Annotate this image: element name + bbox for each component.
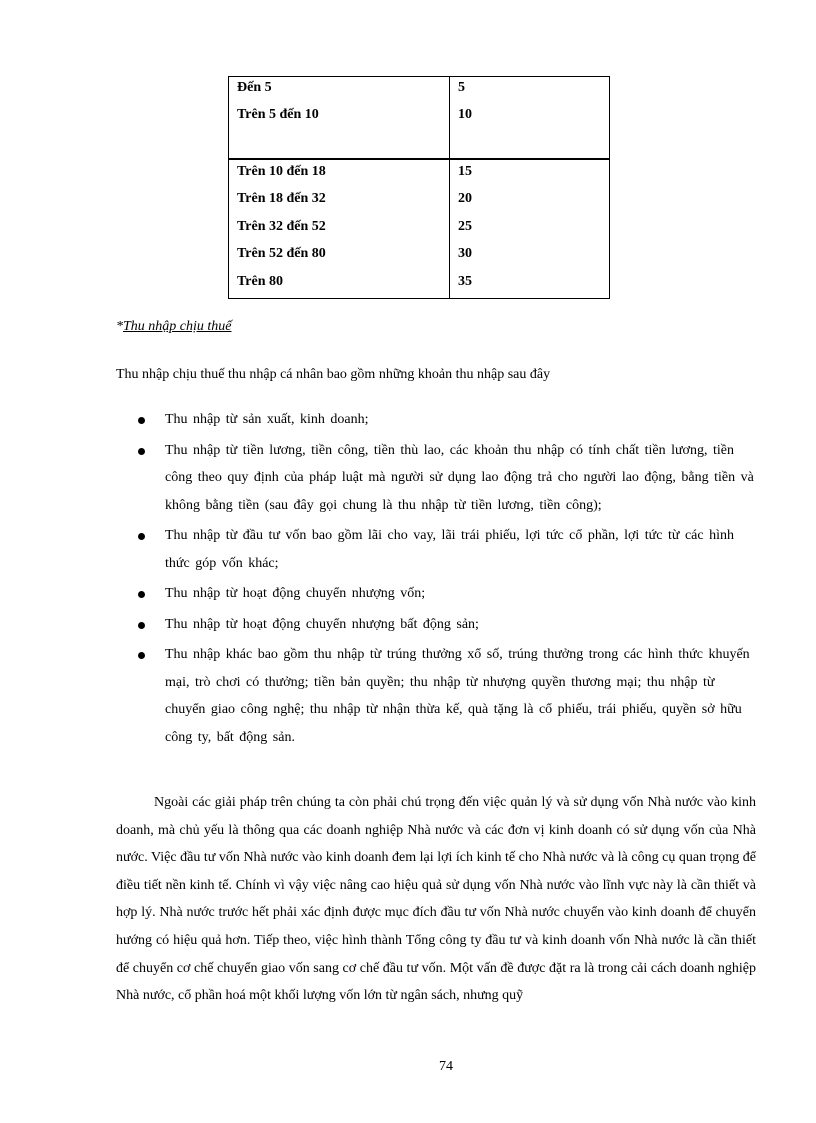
list-item [134, 406, 754, 434]
tax-rate-table [228, 76, 610, 299]
income-bullet-list [134, 406, 754, 754]
table-cell-bracket: Trên 5 đến 10 [237, 107, 319, 122]
table-cell-rate: 35 [458, 274, 472, 289]
body-paragraph: Ngoài các giải pháp trên chúng ta còn phải chú trọng đến việc quản lý và sử dụng vốn Nhà nước vào kinh doanh, mà chủ yếu là thông qua các doanh nghiệp Nhà nước và các đơn vị kinh doanh có sử dụng vốn của Nhà nước. Việc đầu tư vốn Nhà nước vào kinh doanh đem lại lợi ích kinh tế cho Nhà nước và là công cụ quan trọng để điều tiết nền kinh tế. Chính vì vậy việc nâng cao hiệu quả sử dụng vốn Nhà nước vào lĩnh vực này là cần thiết và hợp lý. Nhà nước trước hết phải xác định được mục đích đầu tư vốn Nhà nước chuyển vào kinh doanh để chuyển hướng có hiệu quả hơn. Tiếp theo, việc hình thành Tổng công ty đầu tư và kinh doanh vốn Nhà nước là cần thiết để chuyển cơ chế chuyển giao vốn sang cơ chế đầu tư vốn. Một vấn đề được đặt ra là trong cải cách doanh nghiệp Nhà nước, cổ phần hoá một khối lượng vốn lớn từ ngân sách, nhưng quỹ [116, 795, 756, 1004]
list-item [134, 580, 754, 608]
table-row-divider [229, 158, 609, 160]
table-cell-rate: 5 [458, 80, 465, 95]
list-item-text: Thu nhập từ tiền lương, tiền công, tiền thù lao, các khoản thu nhập có tính chất tiền lương, tiền công theo quy định của pháp luật mà người sử dụng lao động trả cho người lao động, bằng tiền và không bằng tiền (sau đây gọi chung là thu nhập từ tiền lương, tiền công); [165, 442, 754, 513]
bullet-dot-icon [138, 622, 145, 629]
table-cell-bracket: Đến 5 [237, 80, 272, 95]
table-cell-bracket: Trên 80 [237, 274, 284, 289]
table-column-divider [449, 77, 450, 298]
page-number: 74 [439, 1059, 453, 1074]
list-item-text: Thu nhập từ hoạt động chuyển nhượng bất động sản; [165, 616, 479, 632]
bullet-dot-icon [138, 448, 145, 455]
section-heading-text: Thu nhập chịu thuế [123, 319, 232, 334]
section-heading-prefix: * [116, 319, 123, 334]
table-cell-rate: 25 [458, 219, 472, 234]
table-cell-bracket: Trên 10 đến 18 [237, 164, 326, 179]
list-item-text: Thu nhập từ hoạt động chuyển nhượng vốn; [165, 586, 426, 601]
list-item [134, 437, 754, 520]
list-item-text: Thu nhập từ sản xuất, kinh doanh; [165, 412, 369, 427]
table-cell-rate: 20 [458, 191, 472, 206]
list-item [134, 611, 754, 639]
list-item [134, 522, 754, 577]
intro-text: Thu nhập chịu thuế thu nhập cá nhân bao gồm những khoản thu nhập sau đây [116, 367, 551, 382]
table-cell-bracket: Trên 18 đến 32 [237, 191, 326, 206]
bullet-dot-icon [138, 533, 145, 540]
bullet-dot-icon [138, 591, 145, 598]
list-item [134, 641, 754, 751]
table-cell-bracket: Trên 52 đến 80 [237, 246, 326, 261]
table-cell-bracket: Trên 32 đến 52 [237, 219, 326, 234]
bullet-dot-icon [138, 652, 145, 659]
section-heading [116, 318, 232, 336]
list-item-text: Thu nhập khác bao gồm thu nhập từ trúng thưởng xổ số, trúng thưởng trong các hình thức khuyến mại, trò chơi có thưởng; tiền bản quyền; thu nhập từ nhượng quyền thương mại; thu nhập từ chuyển giao công nghệ; thu nhập từ nhận thừa kế, quà tặng là cổ phiếu, trái phiếu, quyền sở hữu công ty, bất động sản. [165, 647, 750, 745]
list-item-text: Thu nhập từ đầu tư vốn bao gồm lãi cho vay, lãi trái phiếu, lợi tức cổ phần, lợi tức từ các hình thức góp vốn khác; [165, 528, 734, 571]
table-cell-rate: 15 [458, 164, 472, 179]
table-cell-rate: 30 [458, 246, 472, 261]
bullet-dot-icon [138, 417, 145, 424]
table-cell-rate: 10 [458, 107, 472, 122]
